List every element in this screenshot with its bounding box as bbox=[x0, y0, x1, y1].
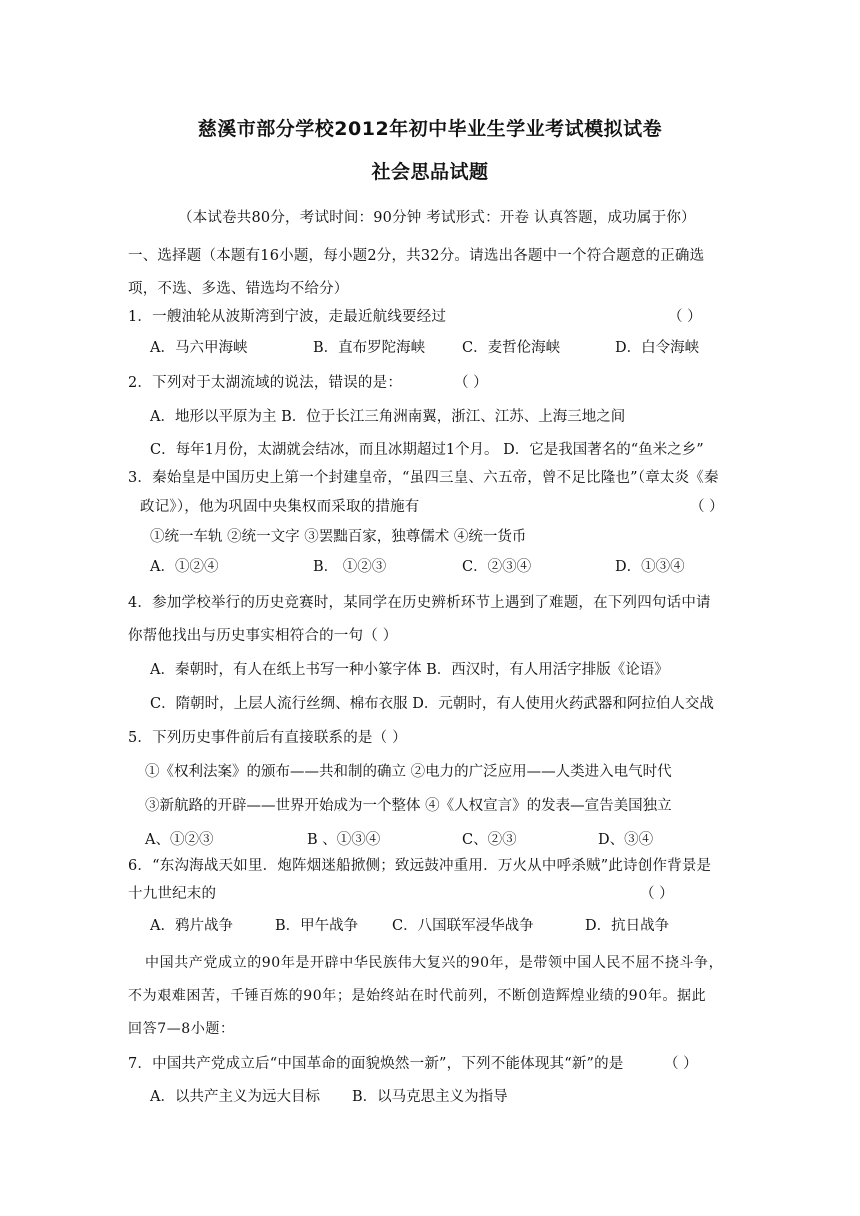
passage-line: 中国共产党成立的90年是开辟中华民族伟大复兴的90年，是带领中国人民不屈不挠斗争， bbox=[145, 955, 724, 971]
question-4-stem: 4．参加学校举行的历史竞赛时，某同学在历史辨析环节上遇到了难题，在下列四句话中请 bbox=[128, 595, 711, 611]
exam-info: （本试卷共80分，考试时间：90分钟 考试形式：开卷 认真答题，成功属于你） bbox=[178, 210, 696, 226]
question-3-option-b[interactable]: B． ①②③ bbox=[313, 559, 387, 575]
question-1-option-b[interactable]: B．直布罗陀海峡 bbox=[313, 340, 426, 356]
question-7-option-a[interactable]: A．以共产主义为远大目标 bbox=[150, 1089, 320, 1105]
question-6-stem: 6．“东沟海战天如里．炮阵烟迷船掀侧；致远鼓冲重用．万火从中呼杀贼”此诗创作背景是 bbox=[128, 858, 712, 874]
question-4-stem-cont: 你帮他找出与历史事实相符合的一句（ ） bbox=[128, 628, 398, 644]
question-1-option-c[interactable]: C．麦哲伦海峡 bbox=[462, 340, 561, 356]
question-6-option-d[interactable]: D．抗日战争 bbox=[585, 918, 670, 934]
question-6-option-a[interactable]: A．鸦片战争 bbox=[150, 918, 233, 934]
question-1-stem: 1．一艘油轮从波斯湾到宁波，走最近航线要经过 bbox=[128, 309, 447, 325]
question-1-answer-blank[interactable]: （ ） bbox=[668, 309, 702, 325]
question-2-stem: 2．下列对于太湖流域的说法，错误的是： bbox=[128, 375, 403, 391]
question-7-option-b[interactable]: B．以马克思主义为指导 bbox=[352, 1089, 508, 1105]
section-heading: 一、选择题（本题有16小题，每小题2分，共32分。请选出各题中一个符合题意的正确选 bbox=[128, 248, 705, 264]
question-6-option-c[interactable]: C．八国联军浸华战争 bbox=[392, 918, 534, 934]
question-4-options-cd[interactable]: C．隋朝时，上层人流行丝绸、棉布衣服 D．元朝时，有人使用火药武器和阿拉伯人交战 bbox=[150, 696, 714, 712]
section-heading-cont: 项，不选、多选、错选均不给分） bbox=[128, 281, 349, 297]
question-5-stem: 5．下列历史事件前后有直接联系的是（ ） bbox=[128, 730, 407, 746]
question-3-option-c[interactable]: C．②③④ bbox=[462, 559, 532, 575]
question-3-stem: 3．秦始皇是中国历史上第一个封建皇帝，“虽四三皇、六五帝，曾不足比隆也”（章太炎《秦 bbox=[128, 470, 719, 486]
question-5-statements-12: ①《权利法案》的颁布——共和制的确立 ②电力的广泛应用——人类进入电气时代 bbox=[145, 764, 672, 780]
question-7-stem: 7．中国共产党成立后“中国革命的面貌焕然一新”，下列不能体现其“新”的是 bbox=[128, 1056, 624, 1072]
question-7-answer-blank[interactable]: （ ） bbox=[664, 1056, 698, 1072]
question-3-answer-blank[interactable]: （ ） bbox=[690, 499, 724, 515]
question-3-option-a[interactable]: A．①②④ bbox=[150, 559, 219, 575]
question-5-statements-34: ③新航路的开辟——世界开始成为一个整体 ④《人权宣言》的发表—宣告美国独立 bbox=[145, 798, 672, 814]
question-5-option-c[interactable]: C、②③ bbox=[462, 832, 517, 848]
question-5-option-a[interactable]: A、①②③ bbox=[145, 832, 214, 848]
exam-subtitle: 社会思品试题 bbox=[371, 161, 489, 183]
question-2-options-ab[interactable]: A．地形以平原为主 B．位于长江三角洲南翼，浙江、江苏、上海三地之间 bbox=[150, 409, 626, 425]
question-2-answer-blank[interactable]: （ ） bbox=[454, 375, 488, 391]
question-6-option-b[interactable]: B．甲午战争 bbox=[275, 918, 359, 934]
question-3-stem-cont: 政记》），他为巩固中央集权而采取的措施有 bbox=[140, 499, 420, 515]
question-6-answer-blank[interactable]: （ ） bbox=[640, 886, 674, 902]
passage-line: 回答7—8小题： bbox=[128, 1021, 235, 1037]
question-4-options-ab[interactable]: A．秦朝时，有人在纸上书写一种小篆字体 B．西汉时，有人用活字排版《论语》 bbox=[150, 662, 669, 678]
passage-line: 不为艰难困苦，千锤百炼的90年；是始终站在时代前列，不断创造辉煌业绩的90年。据此 bbox=[128, 988, 707, 1004]
question-5-option-d[interactable]: D、③④ bbox=[598, 832, 654, 848]
question-1-option-a[interactable]: A．马六甲海峡 bbox=[150, 340, 248, 356]
question-2-options-cd[interactable]: C．每年1月份，太湖就会结冰，而且冰期超过1个月。 D．它是我国著名的“鱼米之乡” bbox=[150, 442, 704, 458]
question-3-option-d[interactable]: D．①③④ bbox=[615, 559, 685, 575]
question-3-statements: ①统一车轨 ②统一文字 ③罢黜百家，独尊儒术 ④统一货币 bbox=[150, 529, 527, 545]
question-6-stem-cont: 十九世纪末的 bbox=[128, 886, 217, 902]
exam-title: 慈溪市部分学校2012年初中毕业生学业考试模拟试卷 bbox=[197, 118, 663, 140]
question-5-option-b[interactable]: B 、①③④ bbox=[307, 832, 381, 848]
question-1-option-d[interactable]: D．白令海峡 bbox=[615, 340, 700, 356]
